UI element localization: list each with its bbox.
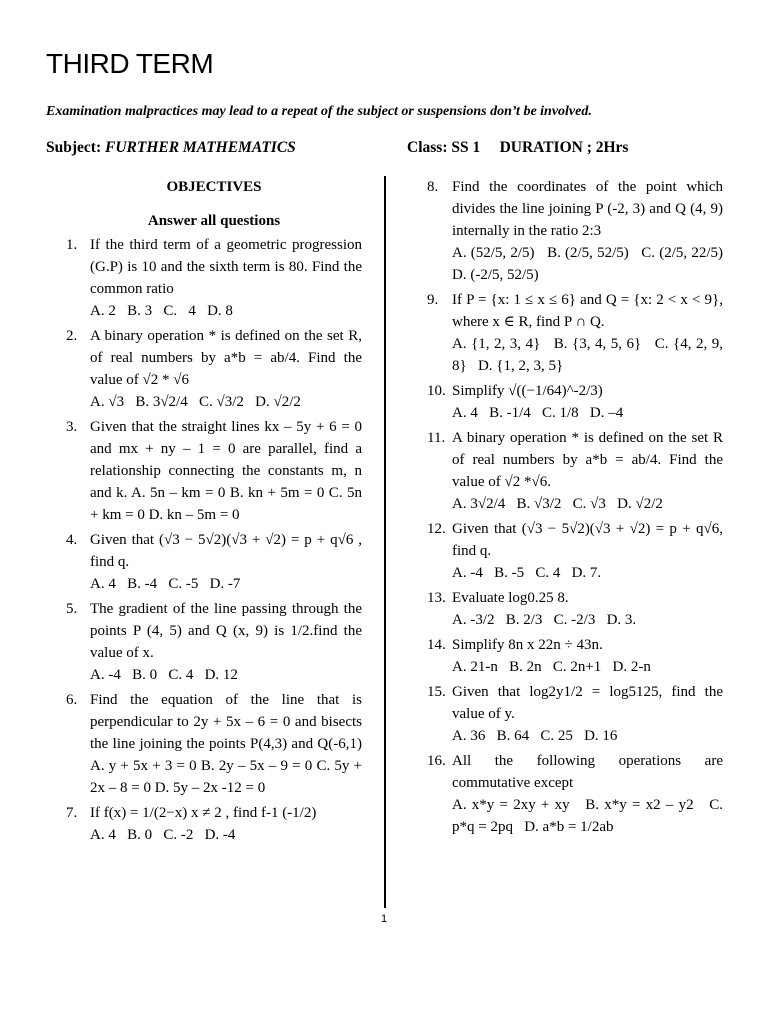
question-options: A. √3 B. 3√2/4 C. √3/2 D. √2/2 — [90, 394, 301, 410]
question-text: Given that (√3 − 5√2)(√3 + √2) = p + q√6, find q. — [452, 521, 723, 559]
question-3 — [66, 416, 362, 526]
question-text: Simplify 8n x 22n ÷ 43n. — [452, 637, 603, 653]
subject-label: Subject: — [46, 139, 102, 156]
question-number: 8. — [427, 179, 439, 195]
question-text: If P = {x: 1 ≤ x ≤ 6} and Q = {x: 2 < x < 9}, where x ∈ R, find P ∩ Q. — [452, 292, 723, 330]
page-title: THIRD TERM — [46, 48, 214, 79]
question-6 — [66, 689, 362, 799]
question-options: A. 4 B. -4 C. -5 D. -7 — [90, 576, 241, 592]
question-text: The gradient of the line passing through the points P (4, 5) and Q (x, 9) is 1/2.find the value of x. — [90, 601, 362, 661]
question-number: 1. — [66, 237, 78, 253]
question-text: A binary operation * is defined on the set R of real numbers by a*b = ab/4. Find the value of √2 *√6. — [452, 430, 723, 490]
question-13 — [427, 587, 723, 631]
question-options: A. y + 5x + 3 = 0 B. 2y – 5x – 9 = 0 C. 5y + 2x – 8 = 0 D. 5y – 2x -12 = 0 — [90, 758, 362, 796]
question-options: A. 4 B. 0 C. -2 D. -4 — [90, 827, 236, 843]
question-7 — [66, 802, 362, 846]
question-options: A. -4 B. 0 C. 4 D. 12 — [90, 667, 238, 683]
question-15 — [427, 681, 723, 747]
question-number: 10. — [427, 383, 446, 399]
page-number: 1 — [381, 913, 388, 925]
question-options: A. 36 B. 64 C. 25 D. 16 — [452, 728, 618, 744]
question-9 — [427, 289, 727, 377]
question-number: 2. — [66, 328, 78, 344]
question-options: A. 4 B. -1/4 C. 1/8 D. –4 — [452, 405, 624, 421]
left-column — [66, 176, 362, 849]
right-column — [427, 176, 735, 841]
question-text: A binary operation * is defined on the set R, of real numbers by a*b = ab/4. Find the value of √2 * √6 — [90, 328, 362, 388]
question-number: 4. — [66, 532, 78, 548]
question-options: A. 5n – km = 0 B. kn + 5m = 0 C. 5n + km = 0 D. kn – 5m = 0 — [90, 485, 362, 523]
question-number: 6. — [66, 692, 78, 708]
question-2 — [66, 325, 362, 413]
question-text: Given that log2y1/2 = log5125, find the value of y. — [452, 684, 723, 722]
question-options: A. -4 B. -5 C. 4 D. 7. — [452, 565, 602, 581]
question-text: Simplify √((−1/64)^-2/3) — [452, 383, 603, 399]
question-10 — [427, 380, 723, 424]
class-duration-line — [407, 139, 628, 157]
section-heading: OBJECTIVES — [166, 179, 262, 195]
question-number: 5. — [66, 601, 78, 617]
instruction: Answer all questions — [147, 213, 281, 229]
question-16 — [427, 750, 727, 838]
question-text: If f(x) = 1/(2−x) x ≠ 2 , find f-1 (-1/2) — [90, 805, 317, 821]
question-text: Given that (√3 − 5√2)(√3 + √2) = p + q√6 , find q. — [90, 532, 362, 570]
question-options: A. x*y = 2xy + xy B. x*y = x2 – y2 C. p*q = 2pq D. a*b = 1/2ab — [452, 797, 727, 835]
column-divider — [384, 176, 386, 908]
question-12 — [427, 518, 723, 584]
question-options: A. 2 B. 3 C. 4 D. 8 — [90, 303, 233, 319]
class-duration-text: Class: SS 1 DURATION ; 2Hrs — [407, 139, 629, 156]
exam-warning: Examination malpractices may lead to a repeat of the subject or suspensions don’t be involved. — [46, 104, 592, 119]
question-text: If the third term of a geometric progression (G.P) is 10 and the sixth term is 80. Find the common ratio — [90, 237, 362, 297]
question-1 — [66, 234, 362, 322]
question-number: 14. — [427, 637, 446, 653]
question-options: A. 3√2/4 B. √3/2 C. √3 D. √2/2 — [452, 496, 663, 512]
question-14 — [427, 634, 723, 678]
question-number: 16. — [427, 753, 446, 769]
question-4 — [66, 529, 362, 595]
question-8 — [427, 176, 735, 286]
question-number: 13. — [427, 590, 446, 606]
question-number: 15. — [427, 684, 446, 700]
question-options: A. (52/5, 2/5) B. (2/5, 52/5) C. (2/5, 22/5) D. (-2/5, 52/5) — [452, 245, 735, 283]
subject-value: FURTHER MATHEMATICS — [104, 139, 296, 156]
question-11 — [427, 427, 723, 515]
question-options: A. -3/2 B. 2/3 C. -2/3 D. 3. — [452, 612, 637, 628]
question-number: 12. — [427, 521, 446, 537]
question-text: All the following operations are commutative except — [452, 753, 723, 791]
question-number: 3. — [66, 419, 78, 435]
subject-line — [46, 139, 296, 157]
question-text: Given that the straight lines kx – 5y + 6 = 0 and mx + ny – 1 = 0 are parallel, find a relationship connecting the constants m, n and k. — [90, 419, 362, 501]
question-options: A. {1, 2, 3, 4} B. {3, 4, 5, 6} C. {4, 2, 9, 8} D. {1, 2, 3, 5} — [452, 336, 727, 374]
question-options: A. 21-n B. 2n C. 2n+1 D. 2-n — [452, 659, 651, 675]
question-number: 11. — [427, 430, 446, 446]
question-number: 7. — [66, 805, 78, 821]
question-text: Find the coordinates of the point which divides the line joining P (-2, 3) and Q (4, 9) internally in the ratio 2:3 — [452, 179, 723, 239]
question-5 — [66, 598, 362, 686]
question-number: 9. — [427, 292, 439, 308]
question-text: Evaluate log0.25 8. — [452, 590, 569, 606]
question-text: Find the equation of the line that is perpendicular to 2y + 5x – 6 = 0 and bisects the line joining the points P(4,3) and Q(-6,1) — [90, 692, 362, 752]
